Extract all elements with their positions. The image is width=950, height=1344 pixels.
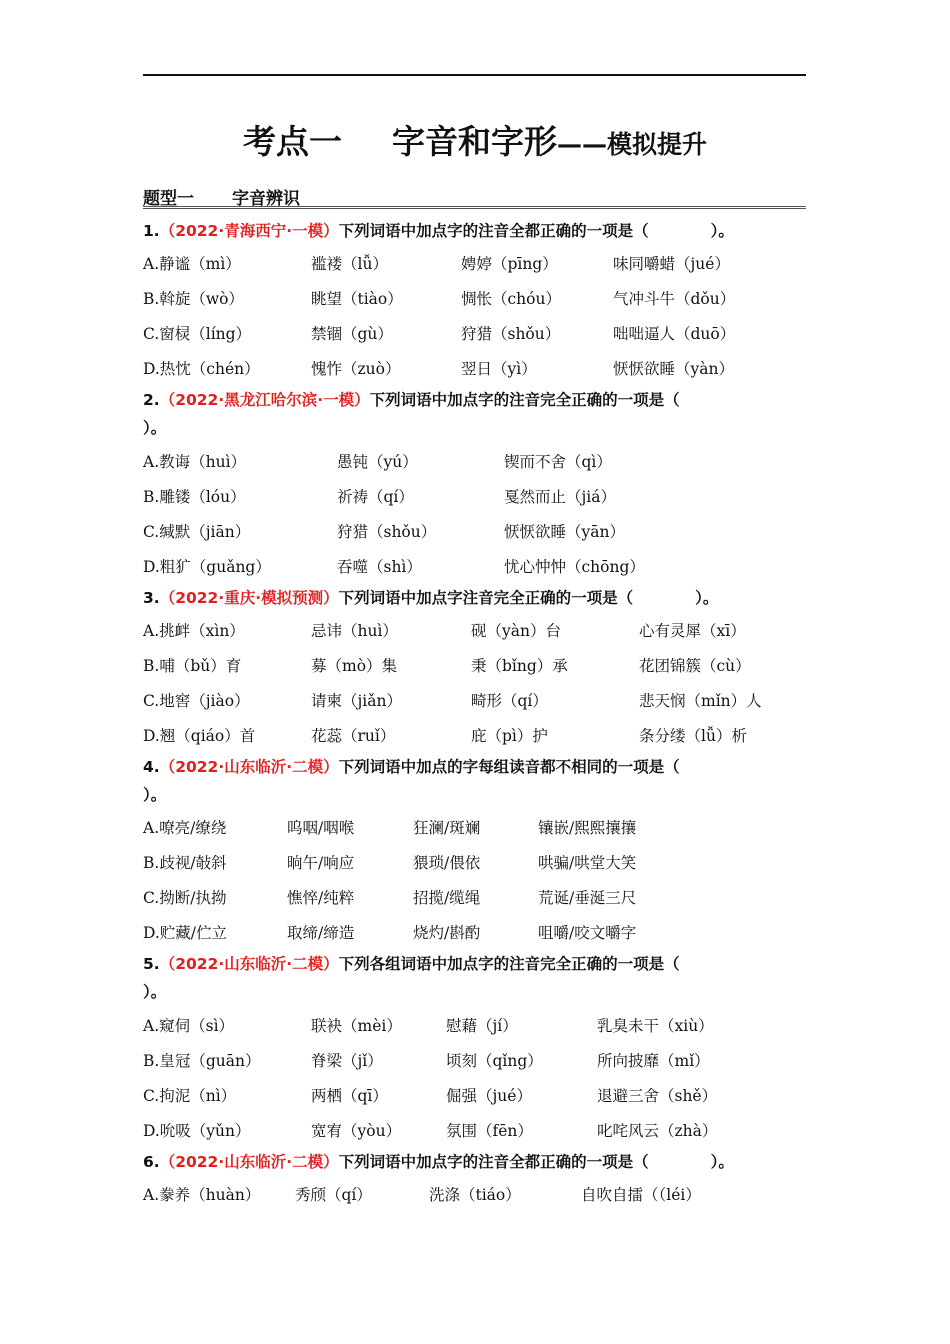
- option-item: 狩猎（shǒu）: [337, 523, 437, 541]
- option-item: 花团锦簇（cù）: [639, 657, 751, 675]
- option-item: 悲天悯（mǐn）人: [639, 692, 762, 710]
- option-item: A.窥伺（sì）: [143, 1017, 235, 1035]
- option-item: 呜咽/咽喉: [287, 819, 355, 837]
- option-item: 联袂（mèi）: [311, 1017, 402, 1035]
- option-item: 咄咄逼人（duō）: [613, 325, 736, 343]
- question-number: 2.: [143, 391, 160, 409]
- option-item: C.窗棂（líng）: [143, 325, 252, 343]
- question-number: 5.: [143, 955, 160, 973]
- option-item: B.皇冠（guān）: [143, 1052, 261, 1070]
- option-item: 褴褛（lǚ）: [311, 255, 388, 273]
- option-item: 恹恹欲睡（yàn）: [613, 360, 734, 378]
- option-item: C.拘泥（nì）: [143, 1087, 237, 1105]
- option-item: 愧怍（zuò）: [311, 360, 401, 378]
- question-number: 3.: [143, 589, 160, 607]
- question-source: （2022·山东临沂·二模）: [159, 1153, 339, 1171]
- question-text: 下列词语中加点字的注音完全正确的一项是（: [369, 391, 680, 409]
- option-item: D.热忱（chén）: [143, 360, 260, 378]
- option-item: B.斡旋（wò）: [143, 290, 244, 308]
- option-item: 禁锢（gù）: [311, 325, 393, 343]
- option-item: 味同嚼蜡（jué）: [613, 255, 730, 273]
- option-item: 砚（yàn）台: [471, 622, 561, 640]
- question-text: 下列词语中加点字的注音全都正确的一项是（ ）。: [338, 1153, 734, 1171]
- question-source: （2022·黑龙江哈尔滨·一模）: [159, 391, 370, 409]
- option-item: 慰藉（jí）: [446, 1017, 518, 1035]
- option-item: 祈祷（qí）: [337, 488, 414, 506]
- option-item: 两栖（qī）: [311, 1087, 388, 1105]
- option-item: 条分缕（lǚ）析: [639, 727, 747, 745]
- option-item: 秀颀（qí）: [295, 1186, 372, 1204]
- question-6: [143, 1150, 806, 1172]
- section-heading: [143, 184, 806, 209]
- option-item: 脊梁（jǐ）: [311, 1052, 383, 1070]
- option-item: 心有灵犀（xī）: [639, 622, 746, 640]
- question-2: [143, 388, 806, 410]
- option-item: 吞噬（shì）: [337, 558, 422, 576]
- option-item: B.哺（bǔ）育: [143, 657, 242, 675]
- option-item: A.教诲（huì）: [143, 453, 247, 471]
- option-item: 忌讳（huì）: [311, 622, 398, 640]
- option-item: 自吹自擂（（léi）: [581, 1186, 701, 1204]
- option-item: 氛围（fēn）: [446, 1122, 533, 1140]
- option-item: 所向披靡（mǐ）: [597, 1052, 710, 1070]
- option-item: D.吮吸（yǔn）: [143, 1122, 251, 1140]
- question-text-cont: ）。: [143, 786, 167, 804]
- option-item: 咀嚼/咬文嚼字: [538, 924, 637, 942]
- option-item: C.拗断/执拗: [143, 889, 227, 907]
- option-item: 畸形（qí）: [471, 692, 548, 710]
- option-item: 眺望（tiào）: [311, 290, 403, 308]
- page-title: [0, 116, 950, 163]
- question-text: 下列各组词语中加点字的注音完全正确的一项是（: [338, 955, 680, 973]
- question-number: 6.: [143, 1153, 160, 1171]
- option-item: 镶嵌/熙熙攘攘: [538, 819, 637, 837]
- option-item: 娉婷（pīng）: [461, 255, 558, 273]
- option-item: 请柬（jiǎn）: [311, 692, 402, 710]
- option-item: D.粗犷（guǎng）: [143, 558, 271, 576]
- option-item: 招揽/缆绳: [413, 889, 481, 907]
- option-item: 倔强（jué）: [446, 1087, 532, 1105]
- option-item: 叱咤风云（zhà）: [597, 1122, 718, 1140]
- option-item: 气冲斗牛（dǒu）: [613, 290, 736, 308]
- option-item: B.雕镂（lóu）: [143, 488, 246, 506]
- option-item: A.静谧（mì）: [143, 255, 241, 273]
- option-item: 哄骗/哄堂大笑: [538, 854, 637, 872]
- option-item: 戛然而止（jiá）: [504, 488, 617, 506]
- option-item: A.豢养（huàn）: [143, 1186, 261, 1204]
- question-3: [143, 586, 806, 608]
- question-text: 下列词语中加点的字每组读音都不相同的一项是（: [338, 758, 680, 776]
- option-item: 恹恹欲睡（yān）: [504, 523, 625, 541]
- top-rule: [143, 74, 806, 76]
- option-item: 憔悴/纯粹: [287, 889, 355, 907]
- option-item: 翌日（yì）: [461, 360, 537, 378]
- question-source: （2022·山东临沂·二模）: [159, 955, 339, 973]
- option-item: 荒诞/垂涎三尺: [538, 889, 637, 907]
- option-item: 宽宥（yòu）: [311, 1122, 402, 1140]
- title-part2: 字音和字形: [391, 122, 557, 161]
- question-text-cont: ）。: [143, 419, 167, 437]
- section-name: 字音辨识: [232, 189, 300, 209]
- option-item: 烧灼/斟酌: [413, 924, 481, 942]
- option-item: 愚钝（yú）: [337, 453, 418, 471]
- option-item: 取缔/缔造: [287, 924, 355, 942]
- question-number: 4.: [143, 758, 160, 776]
- option-item: A.嘹亮/缭绕: [143, 819, 227, 837]
- option-item: 顷刻（qǐng）: [446, 1052, 543, 1070]
- title-part1: 考点一: [242, 122, 342, 161]
- question-5: [143, 952, 806, 974]
- option-item: 惆怅（chóu）: [461, 290, 561, 308]
- question-text: 下列词语中加点字注音完全正确的一项是（ ）。: [338, 589, 719, 607]
- question-source: （2022·青海西宁·一模）: [159, 222, 339, 240]
- question-source: （2022·山东临沂·二模）: [159, 758, 339, 776]
- option-item: 忧心忡忡（chōng）: [504, 558, 645, 576]
- option-item: 猥琐/偎依: [413, 854, 481, 872]
- option-item: A.挑衅（xìn）: [143, 622, 245, 640]
- question-4: [143, 755, 806, 777]
- option-item: 狂澜/斑斓: [413, 819, 481, 837]
- question-1: [143, 219, 806, 241]
- option-item: 乳臭未干（xiù）: [597, 1017, 714, 1035]
- option-item: 晌午/响应: [287, 854, 355, 872]
- option-item: C.地窖（jiào）: [143, 692, 250, 710]
- option-item: 花蕊（ruǐ）: [311, 727, 396, 745]
- option-item: C.缄默（jiān）: [143, 523, 251, 541]
- option-item: B.歧视/敧斜: [143, 854, 227, 872]
- title-part3: ——模拟提升: [556, 130, 707, 159]
- question-text: 下列词语中加点字的注音全都正确的一项是（ ）。: [338, 222, 734, 240]
- option-item: 洗涤（tiáo）: [429, 1186, 521, 1204]
- section-label: 题型一: [143, 189, 194, 209]
- question-source: （2022·重庆·模拟预测）: [159, 589, 339, 607]
- option-item: 退避三舍（shě）: [597, 1087, 718, 1105]
- option-item: D.翘（qiáo）首: [143, 727, 256, 745]
- option-item: D.贮藏/伫立: [143, 924, 228, 942]
- question-text-cont: ）。: [143, 983, 167, 1001]
- option-item: 狩猎（shǒu）: [461, 325, 561, 343]
- option-item: 秉（bǐng）承: [471, 657, 568, 675]
- question-number: 1.: [143, 222, 160, 240]
- option-item: 庇（pì）护: [471, 727, 548, 745]
- option-item: 锲而不舍（qì）: [504, 453, 612, 471]
- option-item: 募（mò）集: [311, 657, 398, 675]
